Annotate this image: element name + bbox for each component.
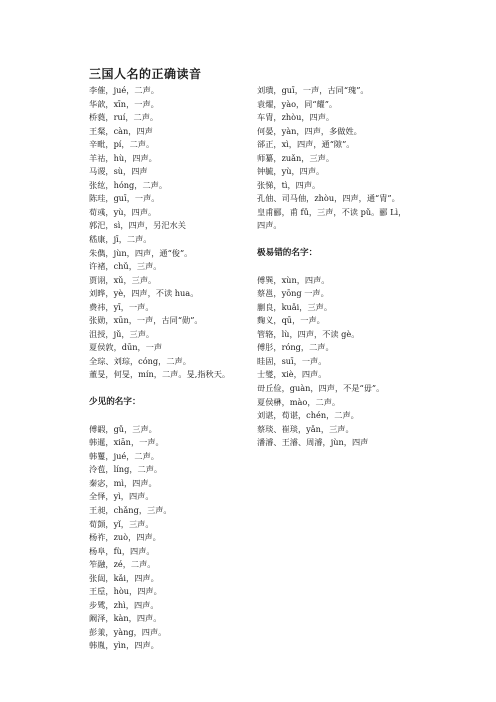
name-entry: 张勋，xūn，一声，古同“勋”。	[89, 315, 203, 326]
name-entry: 秦宓，mì，四声。	[89, 477, 157, 488]
name-entry: 杨阜，fù，四声。	[89, 545, 155, 556]
name-entry: 嵇康，jī，二声。	[89, 234, 152, 245]
name-entry: 笮融，zé，二声。	[89, 559, 156, 570]
name-entry: 羊祜，hù，四声。	[89, 152, 157, 163]
name-entry: 朱儁，jùn，四声，通“俊”。	[89, 247, 193, 258]
name-entry: 郤正，xì，四声，通“隙”。	[257, 139, 355, 150]
name-entry: 何晏，yàn，四声，多做姓。	[257, 125, 362, 136]
name-entry: 士燮，xiè，四声。	[257, 369, 327, 380]
name-entry: 费祎，yī，一声。	[89, 301, 154, 312]
name-entry: 彭羕，yàng，四声。	[89, 626, 167, 637]
name-entry: 刘璝，guī，一声，古同“瑰”。	[257, 85, 369, 95]
name-entry: 麴义，qū，一声。	[257, 315, 325, 326]
name-entry: 傅肜，róng，二声。	[257, 342, 334, 353]
name-entry: 陈珪，guī，一声。	[89, 193, 160, 204]
name-entry: 华歆，xīn，一声。	[89, 98, 159, 109]
name-entry: 师纂，zuǎn，三声。	[257, 152, 335, 163]
name-entry: 张闿，kǎi，四声。	[89, 572, 159, 583]
name-entry: 张悌，tì，四声。	[257, 179, 321, 190]
page-title: 三国人名的正确读音	[89, 67, 202, 81]
name-entry: 傅嘏，gǔ，三声。	[89, 423, 157, 434]
name-entry: 刘谌，荀谌，chén，二声。	[257, 410, 359, 421]
right-section-heading: 极易错的名字：	[257, 247, 318, 258]
name-entry: 韩胤，yìn，四声。	[89, 640, 159, 651]
name-entry: 桥蕤，ruí，二声。	[89, 112, 159, 123]
left-section-entry-list	[89, 423, 289, 653]
name-entry: 刘晔，yè，四声，不读 hua。	[89, 288, 199, 299]
name-entry: 泠苞，líng，二声。	[89, 464, 163, 475]
name-entry: 全怿，yì，四声。	[89, 491, 154, 502]
name-entry: 张纮，hóng，二声。	[89, 179, 168, 190]
name-entry: 夏侯敦，dūn，一声	[89, 342, 163, 353]
name-entry: 眭固，suī，一声。	[257, 355, 327, 366]
name-entry: 马谡，sù，四声	[89, 166, 148, 177]
name-entry: 李傕，jué，二声。	[89, 85, 159, 95]
left-section-heading: 少见的名字：	[89, 396, 141, 407]
name-entry: 许褚，chǔ，三声。	[89, 261, 162, 272]
name-entry: 车胄，zhòu，四声。	[257, 112, 335, 123]
name-entry: 蒯良，kuǎi，三声。	[257, 301, 333, 312]
name-entry: 夏侯楙，mào，二声。	[257, 396, 341, 407]
right-section-entry-list	[257, 274, 457, 450]
right-column	[257, 84, 457, 450]
name-entry: 辛毗，pí，二声。	[89, 139, 155, 150]
name-entry: 皇甫郦，甫 fǔ，三声，不读 pǔ。郦 Lì，	[257, 206, 407, 217]
name-entry: 郭汜，sì，四声，另汜水关	[89, 220, 186, 231]
name-entry: 王粲，càn，四声	[89, 125, 153, 136]
name-entry: 杨祚，zuò，四声。	[89, 532, 161, 543]
name-entry: 沮授，jǔ，三声。	[89, 328, 155, 339]
name-entry: 管辂，lù，四声，不读 gè。	[257, 328, 360, 339]
name-entry: 蔡邕，yōng 一声。	[257, 288, 329, 299]
name-entry: 四声。	[257, 220, 282, 231]
right-entry-list	[257, 84, 457, 233]
name-entry: 王垕，hòu，四声。	[89, 586, 162, 597]
name-entry: 蔡琰、崔琰，yǎn，三声。	[257, 423, 354, 434]
name-entry: 韩暹，xiān，一声。	[89, 437, 164, 448]
name-entry: 董旻，何旻，mín，二声。旻,指秋天。	[89, 369, 231, 380]
name-entry: 毌丘俭，guàn，四声，不是“毋”。	[257, 383, 385, 394]
name-entry: 贾诩，xǔ，三声。	[89, 274, 157, 285]
name-entry: 孔伷、司马伷，zhòu，四声，通“胄”。	[257, 193, 400, 204]
name-entry: 荀彧，yù，四声。	[89, 206, 157, 217]
name-entry: 步骘，zhì，四声。	[89, 599, 159, 610]
name-entry: 傅巽，xùn，四声。	[257, 274, 330, 285]
name-entry: 钟毓，yù，四声。	[257, 166, 325, 177]
name-entry: 王昶，chǎng，三声。	[89, 504, 172, 515]
name-entry: 阚泽，kàn，四声。	[89, 613, 162, 624]
name-entry: 潘濬、王濬、周濬，jùn，四声	[257, 437, 369, 448]
name-entry: 荀顗，yǐ，三声。	[89, 518, 154, 529]
name-entry: 韩矍，jué，二声。	[89, 450, 159, 461]
name-entry: 袁燿，yào，同“耀”。	[257, 98, 338, 109]
name-entry: 全琮、刘琮，cóng，二声。	[89, 355, 191, 366]
